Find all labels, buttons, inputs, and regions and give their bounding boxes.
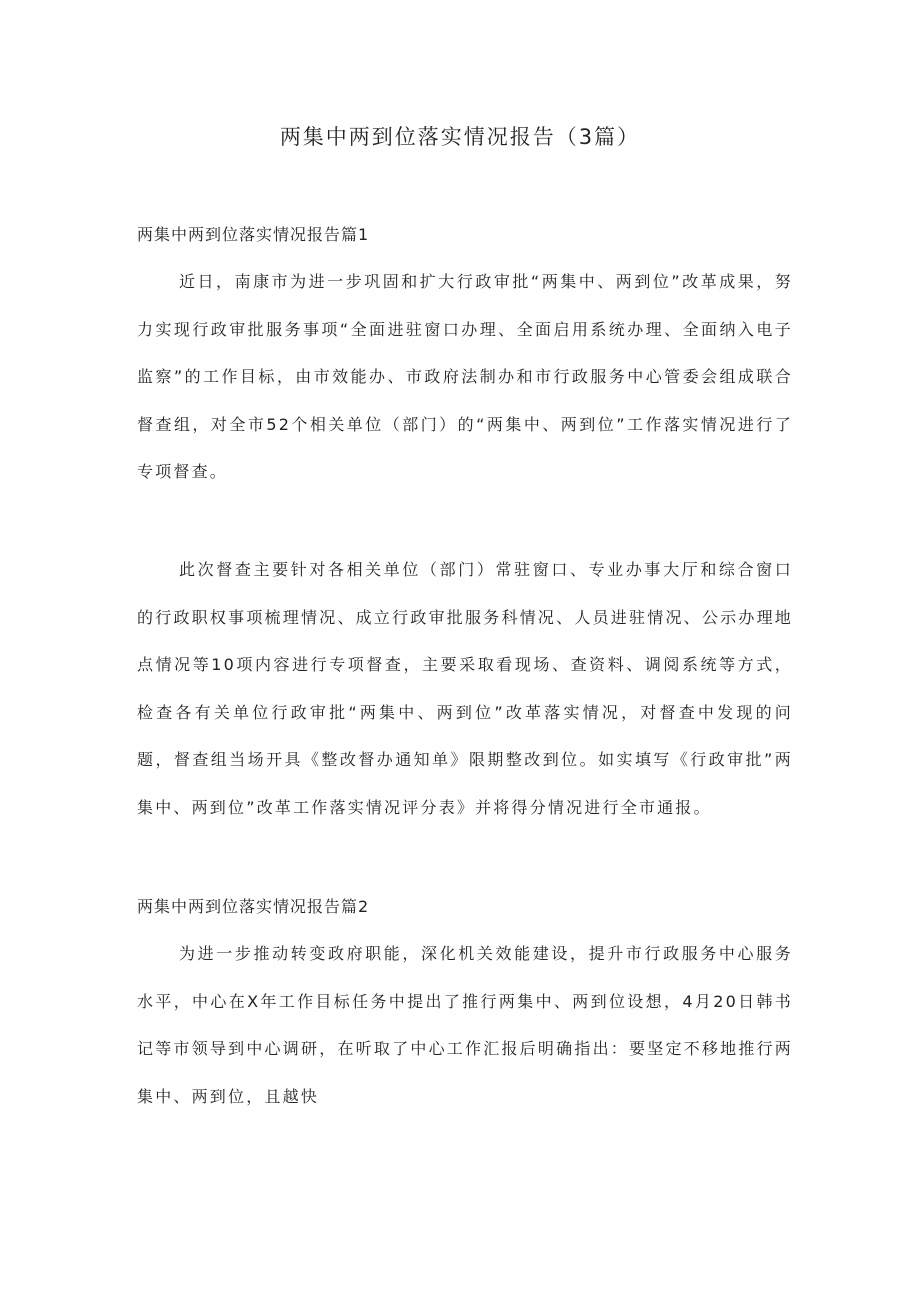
section-2-paragraph-1: 为进一步推动转变政府职能，深化机关效能建设，提升市行政服务中心服务水平，中心在X年工作目标任务中提出了推行两集中、两到位设想，4月20日韩书记等市领导到中心调研，在听取了中心工作汇报后明确指出：要坚定不移地推行两集中、两到位，且越快 <box>137 944 793 1106</box>
section-1-paragraph-1: 近日，南康市为进一步巩固和扩大行政审批“两集中、两到位”改革成果，努力实现行政审批服务事项“全面进驻窗口办理、全面启用系统办理、全面纳入电子监察”的工作目标，由市效能办、市政府法制办和市行政服务中心管委会组成联合督查组，对全市52个相关单位（部门）的“两集中、两到位”工作落实情况进行了专项督查。 <box>137 272 793 481</box>
document-title: 两集中两到位落实情况报告（3篇） <box>279 125 641 149</box>
section-heading-1: 两集中两到位落实情况报告篇1 <box>137 225 370 244</box>
section-1-paragraph-2: 此次督查主要针对各相关单位（部门）常驻窗口、专业办事大厅和综合窗口的行政职权事项梳理情况、成立行政审批服务科情况、人员进驻情况、公示办理地点情况等10项内容进行专项督查，主要采取看现场、查资料、调阅系统等方式，检查各有关单位行政审批“两集中、两到位”改革落实情况，对督查中发现的问题，督查组当场开具《整改督办通知单》限期整改到位。如实填写《行政审批”两集中、两到位”改革工作落实情况评分表》并将得分情况进行全市通报。 <box>137 560 793 817</box>
section-heading-2: 两集中两到位落实情况报告篇2 <box>137 897 370 916</box>
